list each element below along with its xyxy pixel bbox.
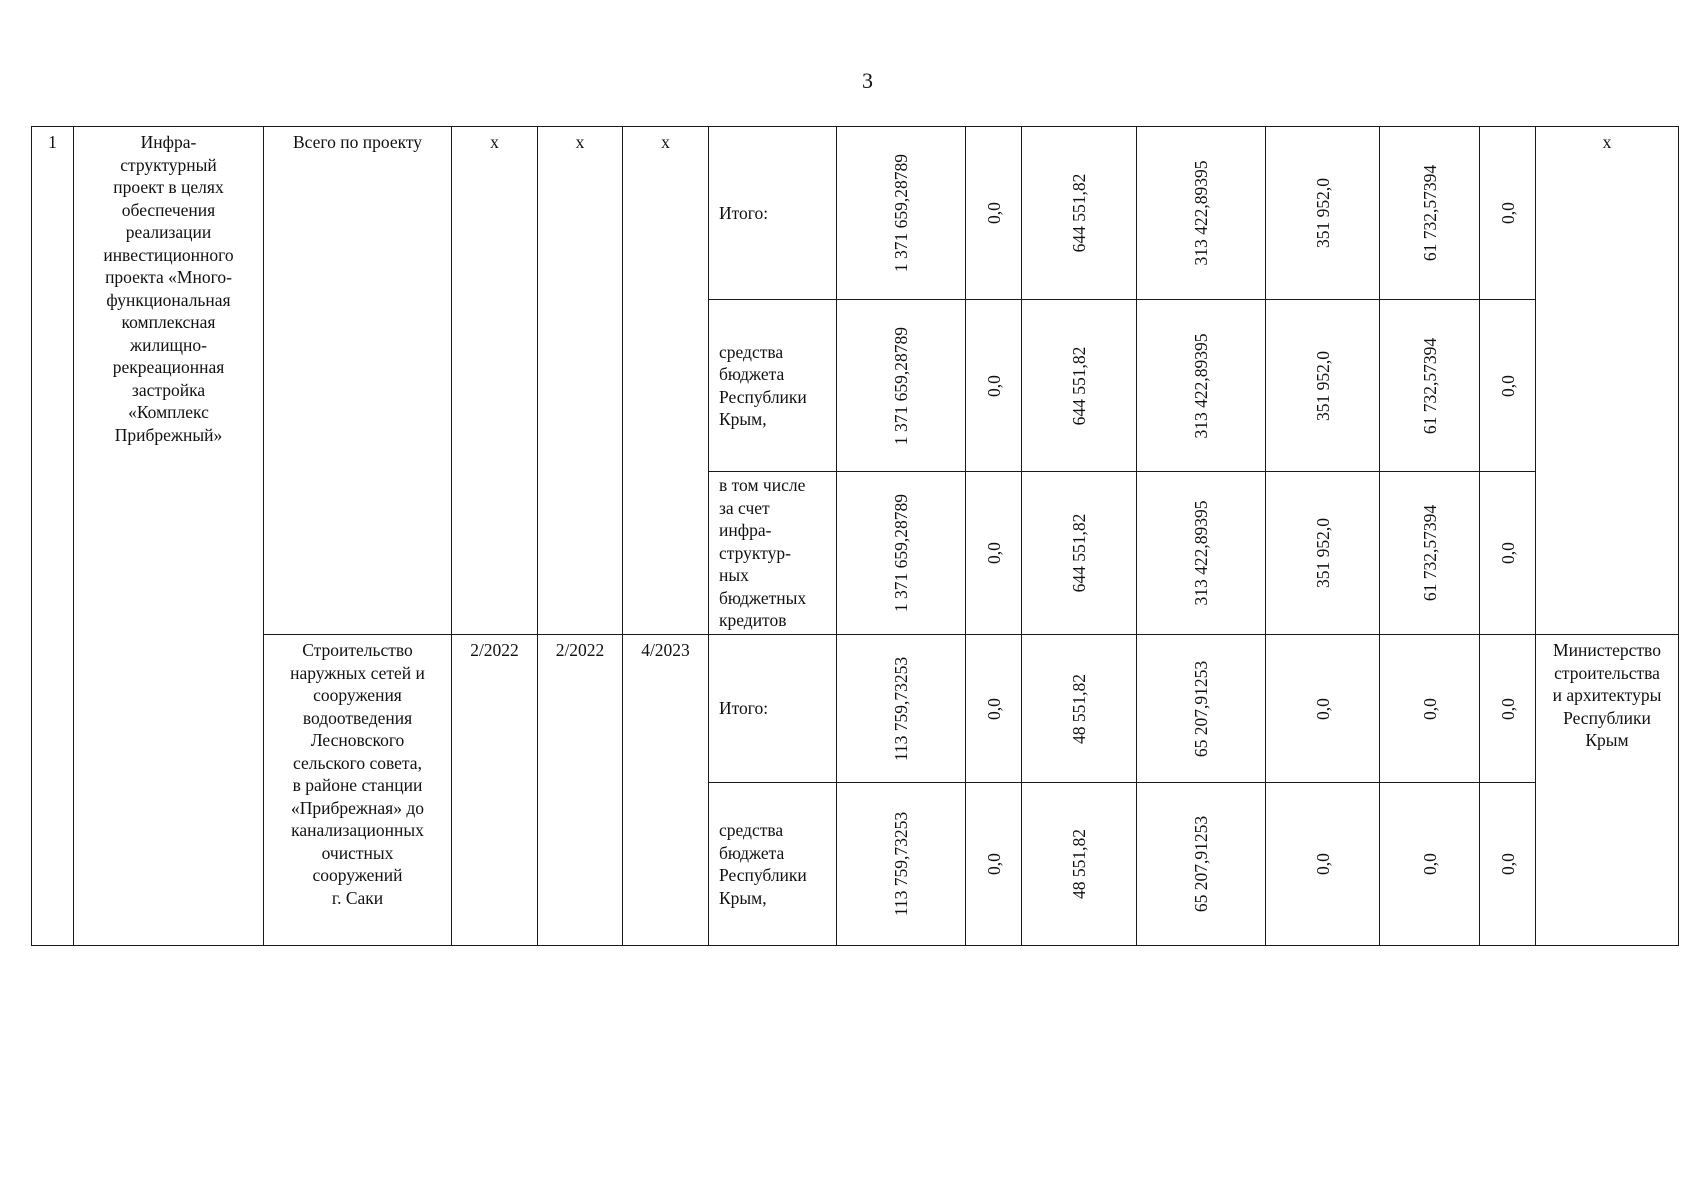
row-number-cell: 1 [32,127,74,946]
value-cell: 0,0 [966,300,1022,472]
table-row [32,635,1679,783]
value-cell: 351 952,0 [1266,300,1380,472]
value-cell: 65 207,91253 [1137,635,1266,783]
value-cell: 113 759,73253 [837,635,966,783]
value-cell: 0,0 [1480,783,1536,946]
period-cell: 4/2023 [623,635,709,946]
value-cell: 61 732,57394 [1380,472,1480,635]
value-cell: 0,0 [1480,300,1536,472]
value-cell: 313 422,89395 [1137,127,1266,300]
value-cell: 48 551,82 [1022,783,1137,946]
funding-source-cell: в том числе за счет инфра- структур- ных бюджетных кредитов [709,472,837,635]
value-cell: 0,0 [1480,127,1536,300]
project-name-cell: Инфра- структурный проект в целях обеспечения реализации инвестиционного проекта «Много- функциональная комплексная жилищно- рекреационная застройка «Комплекс Прибрежный» [74,127,264,946]
period-cell: х [623,127,709,635]
value-cell: 351 952,0 [1266,472,1380,635]
value-cell: 0,0 [966,635,1022,783]
page-number: 3 [862,68,873,93]
period-cell: х [452,127,538,635]
value-cell: 1 371 659,28789 [837,127,966,300]
period-cell: 2/2022 [452,635,538,946]
value-cell: 65 207,91253 [1137,783,1266,946]
value-cell: 0,0 [966,127,1022,300]
value-cell: 61 732,57394 [1380,300,1480,472]
value-cell: 0,0 [966,783,1022,946]
table-row [32,127,1679,300]
value-cell: 644 551,82 [1022,300,1137,472]
funding-source-cell: Итого: [709,127,837,300]
value-cell: 0,0 [1480,472,1536,635]
period-cell: 2/2022 [538,635,623,946]
value-cell: 0,0 [1266,783,1380,946]
funding-source-cell: средства бюджета Республики Крым, [709,300,837,472]
value-cell: 48 551,82 [1022,635,1137,783]
value-cell: 0,0 [1480,635,1536,783]
value-cell: 0,0 [1380,783,1480,946]
financing-table [31,126,1679,946]
value-cell: 644 551,82 [1022,472,1137,635]
value-cell: 61 732,57394 [1380,127,1480,300]
executor-cell: Министерство строительства и архитектуры Республики Крым [1536,635,1679,946]
value-cell: 0,0 [966,472,1022,635]
value-cell: 0,0 [1380,635,1480,783]
value-cell: 113 759,73253 [837,783,966,946]
value-cell: 313 422,89395 [1137,472,1266,635]
value-cell: 1 371 659,28789 [837,472,966,635]
value-cell: 644 551,82 [1022,127,1137,300]
value-cell: 313 422,89395 [1137,300,1266,472]
value-cell: 1 371 659,28789 [837,300,966,472]
value-cell: 351 952,0 [1266,127,1380,300]
object-cell: Строительство наружных сетей и сооружения водоотведения Лесновского сельского совета, в районе станции «Прибрежная» до канализационных очистных сооружений г. Саки [264,635,452,946]
period-cell: х [538,127,623,635]
funding-source-cell: Итого: [709,635,837,783]
executor-cell: х [1536,127,1679,635]
funding-source-cell: средства бюджета Республики Крым, [709,783,837,946]
value-cell: 0,0 [1266,635,1380,783]
object-cell: Всего по проекту [264,127,452,635]
